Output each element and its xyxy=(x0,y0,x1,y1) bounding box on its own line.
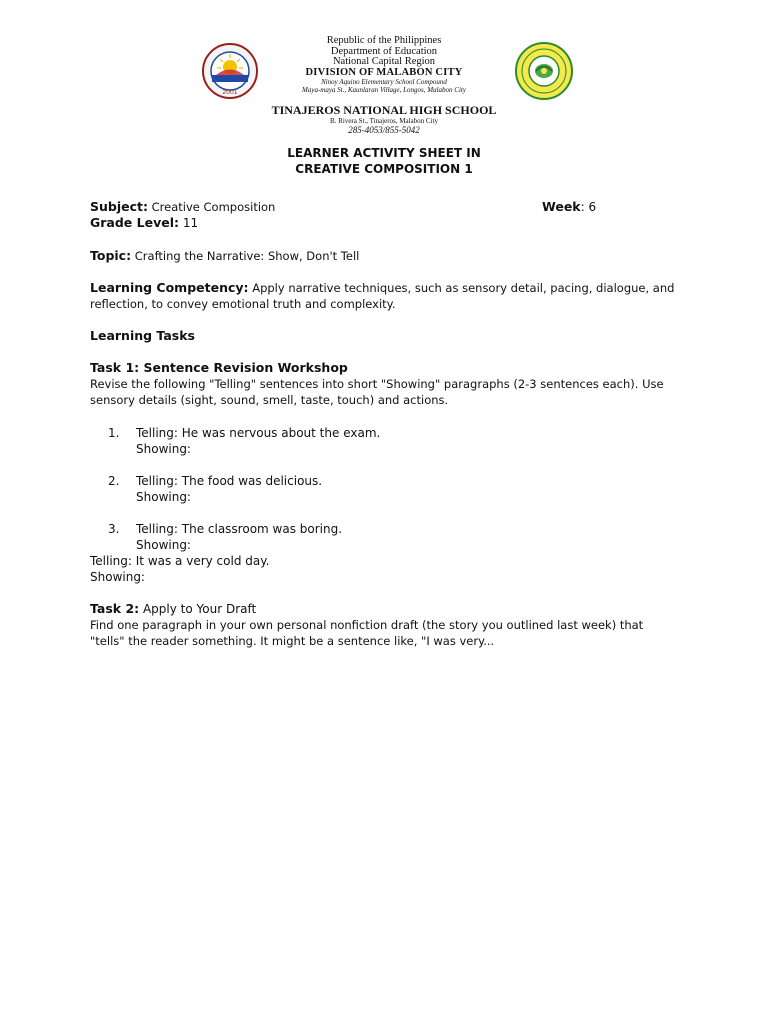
week-line xyxy=(542,199,662,215)
competency-value: Apply narrative techniques, such as sensory detail, pacing, dialogue, and reflection, to convey emotional truth and complexity. xyxy=(90,281,675,311)
week-value: : 6 xyxy=(580,200,597,214)
extra-showing: Showing: xyxy=(90,570,145,584)
item-showing: Showing: xyxy=(136,538,191,552)
task2-label: Task 2: xyxy=(90,601,140,616)
school-name: TINAJEROS NATIONAL HIGH SCHOOL xyxy=(271,103,497,117)
grade-value: 11 xyxy=(179,216,199,230)
grade-label: Grade Level: xyxy=(90,215,179,230)
title-line-2: CREATIVE COMPOSITION 1 xyxy=(295,161,473,176)
school-block xyxy=(0,103,768,136)
header-region: National Capital Region xyxy=(332,56,436,67)
subject-label: Subject: xyxy=(90,199,148,214)
task2-heading xyxy=(90,601,690,617)
task2-title: Apply to Your Draft xyxy=(139,602,257,616)
item-showing: Showing: xyxy=(136,490,191,504)
competency-paragraph xyxy=(90,280,690,312)
item-showing: Showing: xyxy=(136,442,191,456)
header-republic: Republic of the Philippines xyxy=(326,35,442,46)
grade-line xyxy=(90,215,690,231)
topic-label: Topic: xyxy=(90,248,132,263)
topic-line xyxy=(90,248,690,264)
document-title xyxy=(0,146,768,177)
title-line-1: LEARNER ACTIVITY SHEET IN xyxy=(287,146,481,160)
extra-telling: Telling: It was a very cold day. xyxy=(90,554,270,568)
task1-heading: Task 1: Sentence Revision Workshop xyxy=(90,360,348,375)
learning-tasks-heading: Learning Tasks xyxy=(90,328,195,343)
item-number: 3. xyxy=(108,522,120,536)
week-label: Week xyxy=(542,199,581,214)
competency-label: Learning Competency: xyxy=(90,280,249,295)
item-telling: Telling: He was nervous about the exam. xyxy=(136,426,381,440)
item-telling: Telling: The classroom was boring. xyxy=(136,522,343,536)
header-division: DIVISION OF MALABON CITY xyxy=(305,66,463,78)
header-department: Department of Education xyxy=(330,45,438,57)
header-compound: Ninoy Aquino Elementary School Compound xyxy=(321,78,447,86)
task2-text: Find one paragraph in your own personal nonfiction draft (the story you outlined last week) that "tells" the reader something. It might be a sentence like, "I was very... xyxy=(90,618,644,648)
school-address: B. Rivera St., Tinajeros, Malabon City xyxy=(330,117,438,125)
header-compound-address: Maya-maya St., Kaunlaran Village, Longos, Malabon City xyxy=(302,86,466,94)
task1-instructions: Revise the following "Telling" sentences into short "Showing" paragraphs (2-3 sentences each). Use sensory details (sight, sound, smell, taste, touch) and actions. xyxy=(90,377,664,407)
item-telling: Telling: The food was delicious. xyxy=(136,474,323,488)
seal-year: 2001 xyxy=(222,89,238,96)
item-number: 1. xyxy=(108,426,120,440)
school-phone: 285-4053/855-5042 xyxy=(348,125,420,135)
topic-value: Crafting the Narrative: Show, Don't Tell xyxy=(131,249,360,263)
subject-value: Creative Composition xyxy=(148,200,276,214)
letterhead xyxy=(0,36,768,94)
item-number: 2. xyxy=(108,474,120,488)
